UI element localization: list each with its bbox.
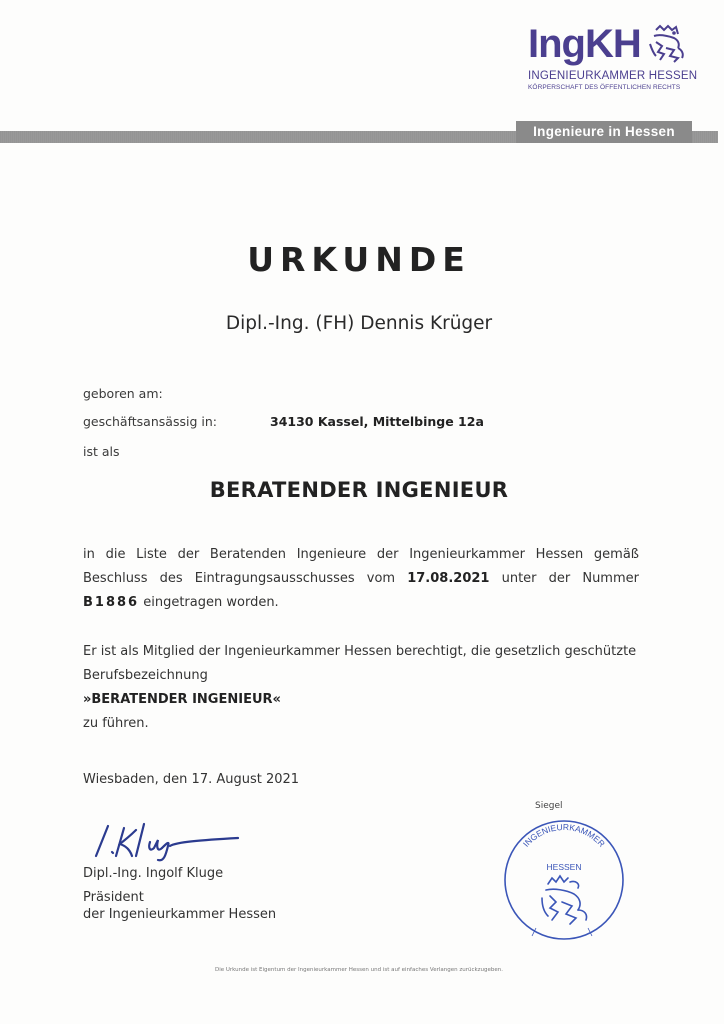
paragraph-entry	[83, 543, 639, 615]
ingkh-logo	[528, 22, 698, 98]
authorization-line2: Berufsbezeichnung	[83, 668, 208, 683]
logo-kh: KH	[584, 22, 641, 66]
seal-text-mid: HESSEN	[546, 862, 582, 872]
logo-org-name: INGENIEURKAMMER HESSEN	[528, 70, 698, 82]
authorization-line1: Er ist als Mitglied der Ingenieurkammer Hessen berechtigt, die gesetzlich geschützte	[83, 644, 637, 659]
lion-icon	[648, 24, 686, 64]
resolution-text: Beschluss des Eintragungsausschusses vom	[83, 571, 396, 586]
signer-name: Dipl.-Ing. Ingolf Kluge	[83, 866, 224, 881]
logo-subtitle: KÖRPERSCHAFT DES ÖFFENTLICHEN RECHTS	[528, 84, 681, 91]
paragraph-entry-line1: in die Liste der Beratenden Ingenieure der Ingenieurkammer Hessen gemäß	[83, 547, 639, 562]
seal-label: Siegel	[535, 801, 563, 811]
authorization-title: »BERATENDER INGENIEUR«	[83, 692, 281, 707]
number-text: unter der Nummer	[501, 571, 639, 586]
certificate-holder: Dipl.-Ing. (FH) Dennis Krüger	[225, 313, 493, 334]
registered-text: eingetragen worden.	[143, 595, 279, 610]
registration-number: B1886	[83, 595, 140, 610]
designation-heading: BERATENDER INGENIEUR	[209, 478, 509, 502]
signer-org: der Ingenieurkammer Hessen	[83, 907, 277, 922]
paragraph-entry-line3	[83, 591, 639, 615]
born-label: geboren am:	[83, 386, 163, 401]
business-label: geschäftsansässig in:	[83, 414, 217, 429]
logo-ing: Ing	[528, 22, 585, 66]
logo-wordmark	[528, 22, 641, 66]
header-band-label: Ingenieure in Hessen	[533, 124, 675, 139]
authorization-line4: zu führen.	[83, 716, 149, 731]
certificate-title: URKUNDE	[247, 240, 471, 279]
paragraph-entry-line2	[83, 567, 639, 591]
official-seal-icon	[502, 818, 626, 942]
business-address: 34130 Kassel, Mittelbinge 12a	[270, 414, 484, 429]
paragraph-authorization	[83, 640, 639, 736]
footer-note: Die Urkunde ist Eigentum der Ingenieurkammer Hessen und ist auf einfaches Verlangen zurückzugeben.	[214, 967, 504, 973]
as-label: ist als	[83, 444, 120, 459]
seal-text-top: INGENIEURKAMMER	[520, 821, 608, 849]
seal-lion-icon	[542, 876, 587, 924]
place-date: Wiesbaden, den 17. August 2021	[83, 772, 300, 787]
resolution-date: 17.08.2021	[407, 571, 490, 586]
handwritten-signature	[92, 818, 242, 862]
signer-role: Präsident	[83, 890, 144, 905]
